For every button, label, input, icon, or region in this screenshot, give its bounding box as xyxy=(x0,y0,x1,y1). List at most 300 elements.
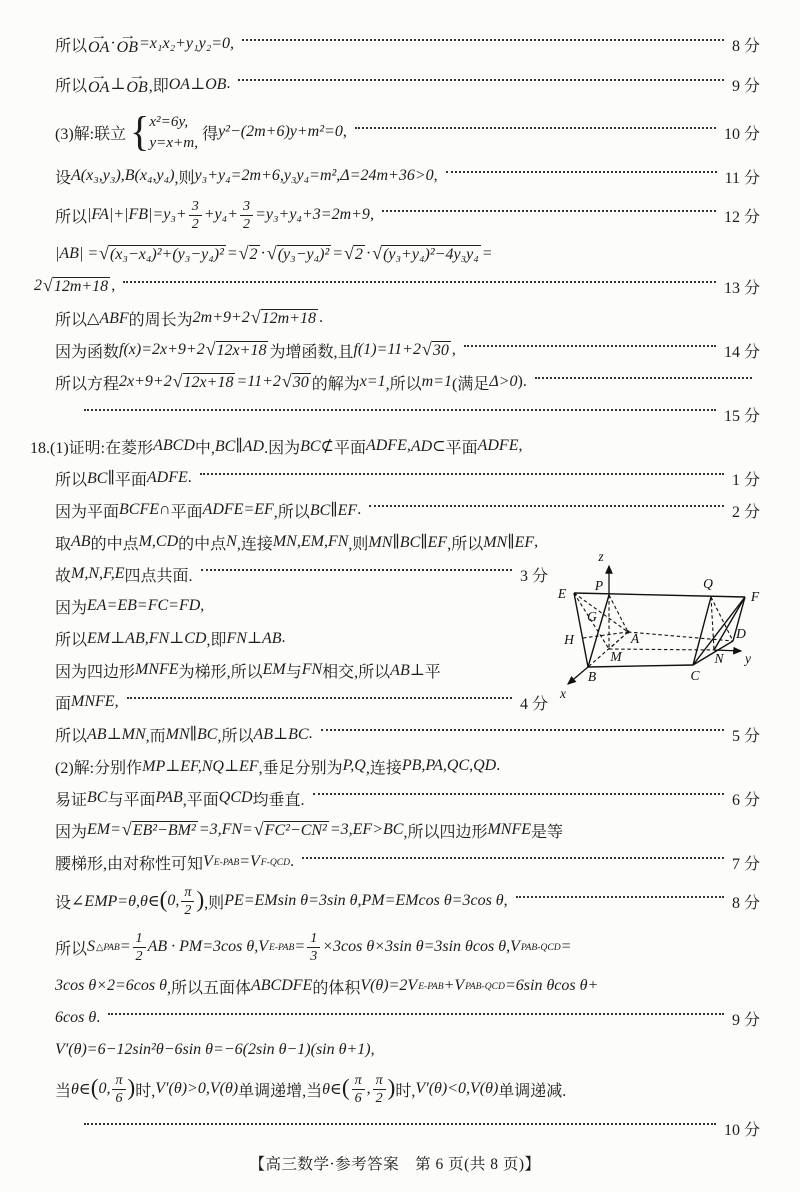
math-segment: f(x)=2x+9+2 xyxy=(119,341,205,358)
answer-line xyxy=(30,622,548,654)
text-segment: .因为 xyxy=(264,439,301,457)
text-segment: ,即 xyxy=(148,77,169,95)
math-segment: Δ>0 xyxy=(489,373,518,390)
dotted-leader xyxy=(369,505,724,507)
label-N: N xyxy=(714,651,724,666)
vector-segment xyxy=(126,69,148,97)
answer-line xyxy=(30,24,760,64)
text-segment: 面 xyxy=(55,695,72,713)
math-segment: |AB| = xyxy=(55,245,99,262)
math-segment: x=1 xyxy=(359,373,386,390)
answer-line xyxy=(30,558,548,590)
label-F: F xyxy=(750,589,760,604)
answer-line xyxy=(30,718,760,750)
radicand: 12x+18 xyxy=(183,373,234,391)
score-label: 3 分 xyxy=(519,567,548,585)
text-segment: 所以 xyxy=(55,37,88,55)
fraction-numerator: π xyxy=(354,1072,362,1089)
math-segment: FN xyxy=(301,661,323,678)
math-segment: PAB xyxy=(155,789,183,806)
text-segment: . xyxy=(290,853,295,870)
subscript-segment: E-PAB xyxy=(418,980,444,992)
fraction-segment xyxy=(133,930,146,963)
score-label: 11 分 xyxy=(724,169,760,187)
text-segment: 中, xyxy=(194,439,215,457)
math-segment: 2x+9+2 xyxy=(119,373,172,390)
dotted-leader xyxy=(201,569,512,571)
math-segment: AB⊥ xyxy=(390,662,425,679)
radicand: 30 xyxy=(292,373,309,391)
pentahedron-figure xyxy=(552,544,798,718)
label-A: A xyxy=(630,631,640,646)
text-segment: 易证 xyxy=(55,791,88,809)
answer-line xyxy=(30,782,760,814)
sqrt-segment xyxy=(281,370,311,392)
radicand: 2 xyxy=(354,245,363,263)
score-label: 13 分 xyxy=(723,279,760,297)
subscript-segment: △PAB xyxy=(96,941,120,953)
sqrt-segment xyxy=(253,818,329,840)
text-segment: 得 xyxy=(202,125,219,143)
score-label: 1 分 xyxy=(731,471,760,489)
label-z: z xyxy=(598,549,604,564)
equation-system xyxy=(130,107,199,156)
dotted-leader xyxy=(108,1013,724,1015)
vector-arrow-icon: → xyxy=(90,69,108,82)
math-segment: MNFE xyxy=(135,661,179,678)
text-segment: 设 xyxy=(55,169,72,187)
math-segment: θ∈ xyxy=(71,1081,91,1098)
score-label: 9 分 xyxy=(731,77,760,95)
math-segment: 3cos θ×2=6cos θ xyxy=(55,977,167,994)
math-segment: EA=EB=FC=FD xyxy=(87,597,201,614)
score-label: 10 分 xyxy=(723,125,760,143)
text-segment: 所以 xyxy=(55,77,88,95)
math-segment: ⊥ xyxy=(110,76,126,93)
math-segment: m=1 xyxy=(421,373,452,390)
math-segment: MN∥BC∥EF xyxy=(368,534,448,551)
text-segment: 平面 xyxy=(333,439,366,457)
score-label: 8 分 xyxy=(731,894,760,912)
label-H: H xyxy=(564,632,574,647)
math-segment: BCFE∩ xyxy=(119,501,171,518)
math-segment: OA⊥OB xyxy=(168,76,227,93)
text-segment: ,则 xyxy=(204,894,225,912)
math-segment: △ABF xyxy=(87,310,129,327)
text-segment: , xyxy=(503,892,508,909)
text-segment: 均垂直. xyxy=(252,791,305,809)
math-segment: V xyxy=(203,853,213,870)
system-rows xyxy=(149,111,198,154)
answer-line xyxy=(30,462,760,494)
sqrt-segment xyxy=(121,818,198,840)
fraction-segment xyxy=(373,1072,386,1105)
answer-line xyxy=(30,1034,760,1066)
score-label: 8 分 xyxy=(731,37,760,55)
fraction-numerator: 3 xyxy=(191,198,199,215)
fraction-denominator: 2 xyxy=(133,947,146,964)
math-segment: =3,FN= xyxy=(198,821,253,838)
subscript-segment: E-PAB xyxy=(269,941,295,953)
text-segment: , xyxy=(230,35,235,52)
score-label: 4 分 xyxy=(519,695,548,713)
text-segment: 因为 xyxy=(55,599,88,617)
big-paren: ) xyxy=(196,887,205,914)
fraction-segment xyxy=(189,198,202,231)
math-segment: = xyxy=(294,938,306,955)
math-segment: MN∥EF xyxy=(483,534,535,551)
text-segment: . xyxy=(496,757,501,774)
math-segment: ADFE xyxy=(477,437,519,454)
dotted-leader xyxy=(127,697,512,699)
text-segment: 时, xyxy=(135,1082,156,1100)
math-segment: BC∥EF xyxy=(309,502,358,519)
math-segment: AB xyxy=(71,533,91,550)
text-segment: ,所以 xyxy=(217,727,254,745)
math-segment: MNFE xyxy=(71,693,115,710)
radicand: 12m+18 xyxy=(261,309,316,327)
text-segment: 与 xyxy=(285,663,302,681)
text-segment: . xyxy=(226,75,231,92)
subscript-segment: PAB-QCD xyxy=(520,941,561,953)
text-segment: 相交,所以 xyxy=(322,663,391,681)
text-segment: ,所以 xyxy=(447,535,484,553)
text-segment: 所以 xyxy=(55,631,88,649)
answer-line xyxy=(30,430,760,462)
math-segment: =3,EF>BC xyxy=(329,821,404,838)
text-segment: , xyxy=(114,693,119,710)
fraction-segment xyxy=(240,198,253,231)
math-segment: FN⊥AB xyxy=(226,630,282,647)
math-segment: V(θ)=2V xyxy=(360,977,418,994)
text-segment: 所以方程 xyxy=(55,375,120,393)
math-segment: , xyxy=(366,1080,371,1097)
vector-segment xyxy=(88,69,110,97)
math-segment: CD xyxy=(155,533,179,550)
fraction-segment xyxy=(181,884,194,917)
radical-icon: √ xyxy=(344,242,354,263)
sqrt-segment xyxy=(266,242,331,264)
text-segment: ,而 xyxy=(145,727,166,745)
fraction-numerator: 1 xyxy=(135,930,143,947)
text-segment: , xyxy=(342,123,347,140)
math-segment: MP⊥EF,NQ⊥EF xyxy=(142,758,259,775)
math-segment: BC∥ xyxy=(87,470,115,487)
score-label: 15 分 xyxy=(723,407,760,425)
math-segment: ABCD xyxy=(153,437,195,454)
math-segment: θ∈ xyxy=(322,1081,342,1098)
vector-base: OB xyxy=(116,39,138,57)
answer-line xyxy=(30,1066,760,1112)
text-segment: . xyxy=(319,309,323,326)
text-segment: 为增函数,且 xyxy=(269,343,354,361)
dotted-leader xyxy=(355,127,716,129)
math-segment: +y₄+ xyxy=(203,206,239,223)
sqrt-segment xyxy=(344,242,365,264)
text-segment: 当 xyxy=(55,1082,72,1100)
score-label: 14 分 xyxy=(723,343,760,361)
answer-line xyxy=(30,970,760,1002)
vector-segment xyxy=(88,29,110,57)
math-segment: ∠EMP=θ,θ∈ xyxy=(71,893,160,910)
page-footer: 【高三数学·参考答案 第 6 页(共 8 页)】 xyxy=(249,1156,541,1173)
score-label: 2 分 xyxy=(731,503,760,521)
sqrt-segment xyxy=(43,274,110,296)
radicand: (y₃+y₄)²−4y₃y₄ xyxy=(383,245,479,263)
dotted-leader xyxy=(84,1123,716,1125)
label-G: G xyxy=(587,609,597,624)
big-paren: ( xyxy=(341,1075,350,1102)
radicand: 12m+18 xyxy=(53,277,109,295)
math-segment: =x₁x₂+y₁y₂=0 xyxy=(139,35,231,52)
radical-icon: √ xyxy=(205,338,216,359)
fraction-denominator: 6 xyxy=(352,1089,365,1106)
text-segment: ,则 xyxy=(174,169,195,187)
dotted-leader xyxy=(464,345,716,347)
vector-arrow-icon: → xyxy=(90,29,108,42)
point-A-dot xyxy=(626,630,629,633)
math-segment: V′(θ)>0,V(θ) xyxy=(155,1080,239,1097)
math-segment: +V xyxy=(443,977,465,994)
radical-icon: √ xyxy=(372,242,383,263)
text-segment: 所以 xyxy=(55,940,88,958)
math-segment: V′(θ)<0,V(θ) xyxy=(415,1080,499,1097)
dotted-leader xyxy=(238,79,724,81)
answer-line xyxy=(30,398,760,430)
text-segment: ,所以 xyxy=(273,503,310,521)
answer-line xyxy=(30,590,548,622)
radical-icon: √ xyxy=(172,370,183,391)
score-label: 9 分 xyxy=(731,1011,760,1029)
text-segment: . xyxy=(187,469,192,486)
fraction-segment xyxy=(352,1072,365,1105)
radical-icon: √ xyxy=(121,818,132,839)
math-segment: AB⊥BC xyxy=(253,726,309,743)
dotted-leader xyxy=(242,39,724,41)
sqrt-segment xyxy=(205,338,269,360)
vector-segment xyxy=(116,29,138,57)
fraction-segment xyxy=(112,1072,125,1105)
fraction-denominator: 3 xyxy=(307,947,320,964)
answer-line xyxy=(30,238,760,270)
text-segment: , xyxy=(369,206,374,223)
big-paren: ) xyxy=(127,1075,136,1102)
math-segment: EM xyxy=(262,661,286,678)
text-segment: ,所以 xyxy=(385,375,422,393)
fraction-numerator: π xyxy=(115,1072,123,1089)
fraction-numerator: 1 xyxy=(310,930,318,947)
fraction-numerator: π xyxy=(184,884,192,901)
radicand: EB²−BM² xyxy=(132,821,196,839)
text-segment: 是等 xyxy=(531,823,564,841)
text-segment: ,连接 xyxy=(236,535,273,553)
radical-icon: √ xyxy=(266,242,277,263)
system-row: y=x+m, xyxy=(149,134,199,151)
text-segment: , xyxy=(151,533,156,550)
math-segment: ABCDFE xyxy=(250,977,313,994)
label-P: P xyxy=(594,578,604,593)
text-segment: · xyxy=(365,245,372,262)
math-segment: EM⊥AB,FN⊥CD xyxy=(87,630,207,647)
text-segment: 18.(1)证明:在菱形 xyxy=(30,439,154,457)
math-segment: ×3cos θ×3sin θ=3sin θcos θ,V xyxy=(322,938,520,955)
answer-line xyxy=(30,846,760,878)
math-segment: M xyxy=(138,533,152,550)
text-segment: · xyxy=(110,35,116,52)
math-segment: V′(θ)=6−12sin²θ−6sin θ=−6(2sin θ−1)(sin θ+1) xyxy=(55,1041,371,1058)
radical-icon: √ xyxy=(250,306,261,327)
math-segment: S xyxy=(87,938,96,955)
math-segment: ADFE xyxy=(365,437,407,454)
math-segment: = xyxy=(332,245,344,262)
text-segment: , xyxy=(433,167,438,184)
math-segment: = xyxy=(119,938,131,955)
score-label: 10 分 xyxy=(723,1121,760,1139)
math-segment: P,Q xyxy=(342,757,366,774)
big-paren: ( xyxy=(90,1075,99,1102)
math-segment: MN∥BC xyxy=(165,726,218,743)
text-segment: 因为 xyxy=(55,823,88,841)
label-B: B xyxy=(587,669,597,684)
answer-line xyxy=(30,160,760,192)
text-segment: ,连接 xyxy=(365,759,402,777)
math-segment: =11+2 xyxy=(236,373,281,390)
label-D: D xyxy=(736,626,746,641)
dotted-leader xyxy=(123,281,716,283)
label-C: C xyxy=(690,668,700,683)
math-segment: AB · PM=3cos θ,V xyxy=(147,938,268,955)
answer-line xyxy=(30,878,760,924)
text-segment: · xyxy=(260,245,266,262)
vector-arrow-icon: → xyxy=(128,69,146,82)
text-segment: 设 xyxy=(55,894,72,912)
text-segment: 所以 xyxy=(55,311,88,329)
text-segment: 因为四边形 xyxy=(55,663,136,681)
answer-line xyxy=(30,814,760,846)
text-segment: 腰梯形,由对称性可知 xyxy=(55,855,204,873)
math-segment: 2 xyxy=(34,277,42,294)
text-segment: 取 xyxy=(55,535,72,553)
radicand: 2 xyxy=(249,245,258,263)
text-segment: 的中点 xyxy=(90,535,139,553)
fraction-numerator: π xyxy=(375,1072,383,1089)
answer-line xyxy=(30,104,760,160)
subscript-segment: PAB-QCD xyxy=(465,980,505,992)
math-segment: 0, xyxy=(98,1080,111,1097)
text-segment: , xyxy=(534,533,539,550)
answer-line xyxy=(30,64,760,104)
vector-base: OB xyxy=(126,79,148,97)
vector-base: OA xyxy=(88,39,110,57)
radical-icon: √ xyxy=(43,274,53,295)
radical-icon: √ xyxy=(99,242,109,263)
math-segment: y₃+y₄=2m+6,y₃y₄=m²,Δ=24m+36>0 xyxy=(194,167,434,184)
fraction-denominator: 2 xyxy=(373,1089,386,1106)
text-segment: . xyxy=(96,1009,101,1026)
score-label: 12 分 xyxy=(723,208,760,226)
text-segment: 故 xyxy=(55,567,72,585)
math-segment: ADFE xyxy=(146,469,188,486)
text-segment: ,平面 xyxy=(182,791,219,809)
answer-line xyxy=(30,494,760,526)
fraction-denominator: 2 xyxy=(189,215,202,232)
text-segment: , xyxy=(406,437,411,454)
text-segment: 的中点 xyxy=(178,535,227,553)
math-segment: y²−(2m+6)y+m²=0 xyxy=(218,123,343,140)
text-segment: 与平面 xyxy=(107,791,156,809)
text-segment: . xyxy=(308,725,313,742)
vector-arrow-icon: → xyxy=(118,29,136,42)
math-segment: AD⊂ xyxy=(410,438,446,455)
text-segment: ,即 xyxy=(206,631,227,649)
text-segment: ,所以五面体 xyxy=(166,979,251,997)
math-segment: A(x₃,y₃),B(x₄,y₄) xyxy=(71,167,175,184)
radicand: (y₃−y₄)² xyxy=(277,245,330,263)
score-label: 5 分 xyxy=(731,727,760,745)
math-segment: MNFE xyxy=(487,821,532,838)
text-segment: (满足 xyxy=(451,375,490,393)
math-segment: BC xyxy=(87,789,108,806)
fraction-denominator: 2 xyxy=(181,901,194,918)
math-segment: AB⊥MN xyxy=(87,726,146,743)
text-segment: , xyxy=(451,341,456,358)
brace-icon: { xyxy=(130,107,150,156)
answer-line xyxy=(30,924,760,970)
big-paren: ) xyxy=(387,1075,396,1102)
text-segment: (3)解:联立 xyxy=(55,125,127,143)
fraction-denominator: 2 xyxy=(240,215,253,232)
text-segment: 的周长为 xyxy=(128,311,193,329)
dotted-leader xyxy=(302,857,724,859)
radicand: 30 xyxy=(432,341,449,359)
math-segment: BC⊄ xyxy=(300,438,334,455)
math-segment: 0, xyxy=(167,892,180,909)
score-label: 6 分 xyxy=(731,791,760,809)
big-paren: ( xyxy=(159,887,168,914)
radical-icon: √ xyxy=(238,242,249,263)
math-segment: = xyxy=(481,245,493,262)
fraction-segment xyxy=(307,930,320,963)
dotted-leader xyxy=(321,729,724,731)
text-segment: 四点共面. xyxy=(124,567,193,585)
radicand: 12x+18 xyxy=(216,341,267,359)
text-segment: 因为函数 xyxy=(55,343,120,361)
text-segment: 所以 xyxy=(55,208,88,226)
text-segment: ,垂足分别为 xyxy=(258,759,343,777)
math-segment: = xyxy=(226,245,238,262)
text-segment: 所以 xyxy=(55,727,88,745)
answer-line xyxy=(30,750,760,782)
score-label: 7 分 xyxy=(731,855,760,873)
sqrt-segment xyxy=(250,306,318,328)
fraction-numerator: 3 xyxy=(243,198,251,215)
dotted-leader xyxy=(382,210,716,212)
math-segment: PE=EMsin θ=3sin θ,PM=EMcos θ=3cos θ xyxy=(224,892,504,909)
text-segment: , xyxy=(370,1041,375,1058)
text-segment: , xyxy=(111,277,116,294)
dotted-leader xyxy=(535,377,752,379)
math-segment: = xyxy=(560,938,572,955)
text-segment: . xyxy=(281,629,286,646)
sqrt-segment xyxy=(372,242,481,264)
dotted-leader xyxy=(516,896,724,898)
text-segment: 平 xyxy=(424,663,441,681)
sqrt-segment xyxy=(172,370,236,392)
math-segment: BC∥AD xyxy=(214,438,265,455)
radical-icon: √ xyxy=(281,370,292,391)
text-segment: , xyxy=(518,437,523,454)
vector-base: OA xyxy=(88,79,110,97)
